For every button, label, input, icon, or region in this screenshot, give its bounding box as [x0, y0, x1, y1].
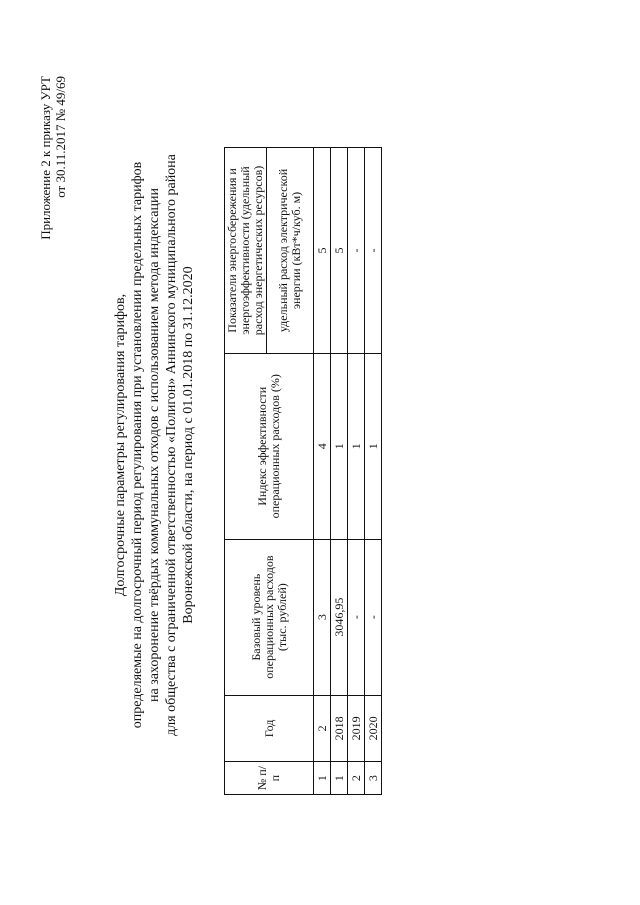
cell-year: 2020 — [365, 695, 382, 762]
cell-base: - — [348, 539, 365, 695]
cell-index: 1 — [331, 353, 348, 539]
appendix-line-1: Приложение 2 к приказу УРТ — [38, 76, 53, 240]
cell-base: 3046,95 — [331, 539, 348, 695]
table-row — [331, 148, 348, 795]
cell-year: 2019 — [348, 695, 365, 762]
heading-line-4: для общества с ограниченной ответственностью «Полигон» Аннинского муниципального района — [164, 154, 179, 736]
table-row — [348, 148, 365, 795]
table-row — [365, 148, 382, 795]
appendix-line-2: от 30.11.2017 № 49/69 — [53, 76, 68, 198]
cell-year: 2018 — [331, 695, 348, 762]
cell-energy: - — [365, 148, 382, 354]
header-num: № п/п — [225, 762, 314, 795]
column-number: 4 — [314, 353, 331, 539]
cell-energy: 5 — [331, 148, 348, 354]
cell-num: 1 — [331, 762, 348, 795]
header-energy-group: Показатели энергосбережения и энергоэффективности (удельный расход энергетических ресурсов) — [225, 148, 267, 354]
document-heading — [112, 45, 197, 845]
header-efficiency-index: Индекс эффективности операционных расходов (%) — [225, 353, 314, 539]
appendix-note — [38, 76, 68, 240]
column-number: 2 — [314, 695, 331, 762]
header-energy-sub: удельный расход электрической энергии (кВт*ч/куб. м) — [267, 148, 314, 354]
header-base-level: Базовый уровень операционных расходов (тыс. рублей) — [225, 539, 314, 695]
header-year: Год — [225, 695, 314, 762]
heading-line-2: определяемые на долгосрочный период регулирования при установлении предельных тарифов — [130, 161, 145, 729]
column-number: 3 — [314, 539, 331, 695]
cell-base: - — [365, 539, 382, 695]
cell-energy: - — [348, 148, 365, 354]
cell-index: 1 — [365, 353, 382, 539]
column-number: 5 — [314, 148, 331, 354]
heading-line-5: Воронежской области, на период с 01.01.2018 по 31.12.2020 — [181, 266, 196, 624]
column-number-row — [314, 148, 331, 795]
column-number: 1 — [314, 762, 331, 795]
cell-num: 3 — [365, 762, 382, 795]
cell-index: 1 — [348, 353, 365, 539]
heading-line-1: Долгосрочные параметры регулирования тарифов, — [113, 293, 128, 597]
heading-line-3: на захоронение твёрдых коммунальных отходов с использованием метода индексации — [147, 188, 162, 703]
cell-num: 2 — [348, 762, 365, 795]
tariff-parameters-table — [224, 147, 382, 795]
